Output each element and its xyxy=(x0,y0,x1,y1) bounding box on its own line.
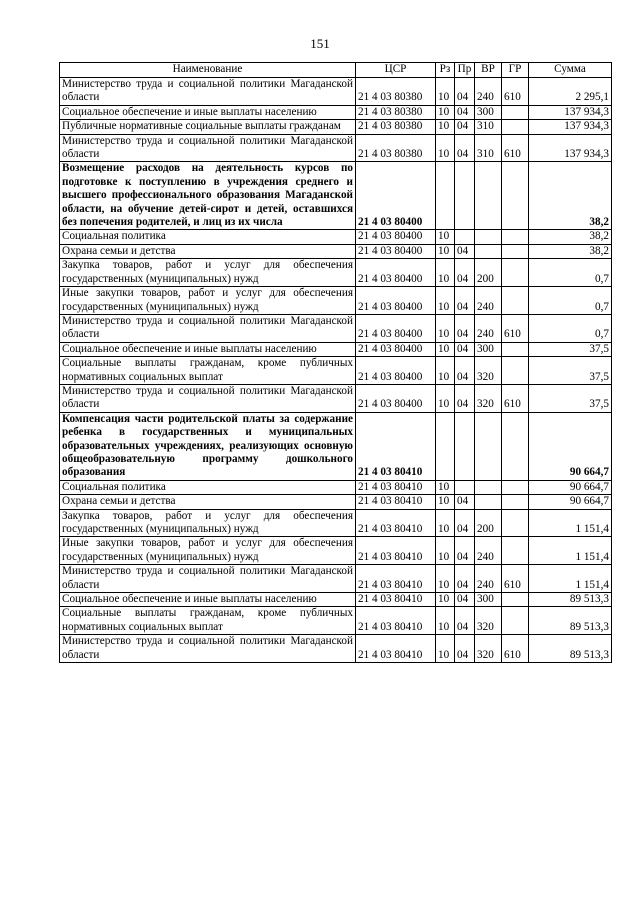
sum-cell: 89 513,3 xyxy=(529,593,612,607)
table-row xyxy=(60,537,612,565)
rz-cell: 10 xyxy=(436,537,455,565)
name-cell: Компенсация части родительской платы за содержание ребенка в государственных и муниципальных образовательных учреждениях, реализующих основную общеобразовательную программу дошкольного образования xyxy=(60,412,356,480)
rz-cell: 10 xyxy=(436,565,455,593)
name-cell: Социальные выплаты гражданам, кроме публичных нормативных социальных выплат xyxy=(60,357,356,385)
csr-cell: 21 4 03 80410 xyxy=(356,537,436,565)
sum-cell: 1 151,4 xyxy=(529,509,612,537)
gr-cell xyxy=(502,120,529,134)
pr-cell xyxy=(455,230,475,244)
gr-cell: 610 xyxy=(502,565,529,593)
pr-cell: 04 xyxy=(455,565,475,593)
vr-cell xyxy=(475,162,502,230)
sum-cell: 90 664,7 xyxy=(529,480,612,494)
name-cell: Иные закупки товаров, работ и услуг для обеспечения государственных (муниципальных) нужд xyxy=(60,287,356,315)
table-body xyxy=(60,78,612,663)
table-row xyxy=(60,495,612,509)
sum-cell: 0,7 xyxy=(529,259,612,287)
csr-cell: 21 4 03 80380 xyxy=(356,120,436,134)
csr-cell: 21 4 03 80410 xyxy=(356,635,436,663)
sum-cell: 137 934,3 xyxy=(529,120,612,134)
vr-cell: 300 xyxy=(475,105,502,119)
table-row xyxy=(60,120,612,134)
gr-cell xyxy=(502,162,529,230)
header-sum: Сумма xyxy=(529,63,612,78)
rz-cell: 10 xyxy=(436,314,455,342)
vr-cell xyxy=(475,495,502,509)
vr-cell xyxy=(475,412,502,480)
header-csr: ЦСР xyxy=(356,63,436,78)
table-row xyxy=(60,230,612,244)
csr-cell: 21 4 03 80410 xyxy=(356,565,436,593)
gr-cell xyxy=(502,412,529,480)
table-row xyxy=(60,244,612,258)
name-cell: Охрана семьи и детства xyxy=(60,244,356,258)
rz-cell: 10 xyxy=(436,593,455,607)
csr-cell: 21 4 03 80410 xyxy=(356,593,436,607)
sum-cell: 37,5 xyxy=(529,384,612,412)
table-row xyxy=(60,480,612,494)
header-rz: Рз xyxy=(436,63,455,78)
gr-cell: 610 xyxy=(502,384,529,412)
rz-cell: 10 xyxy=(436,120,455,134)
vr-cell: 200 xyxy=(475,259,502,287)
rz-cell xyxy=(436,412,455,480)
table-row xyxy=(60,78,612,106)
csr-cell: 21 4 03 80400 xyxy=(356,230,436,244)
sum-cell: 1 151,4 xyxy=(529,537,612,565)
gr-cell xyxy=(502,495,529,509)
pr-cell: 04 xyxy=(455,244,475,258)
pr-cell: 04 xyxy=(455,120,475,134)
budget-table xyxy=(59,62,612,663)
name-cell: Иные закупки товаров, работ и услуг для обеспечения государственных (муниципальных) нужд xyxy=(60,537,356,565)
table-row xyxy=(60,134,612,162)
rz-cell: 10 xyxy=(436,78,455,106)
rz-cell: 10 xyxy=(436,134,455,162)
csr-cell: 21 4 03 80410 xyxy=(356,495,436,509)
pr-cell: 04 xyxy=(455,509,475,537)
header-pr: Пр xyxy=(455,63,475,78)
gr-cell xyxy=(502,607,529,635)
gr-cell xyxy=(502,287,529,315)
rz-cell: 10 xyxy=(436,244,455,258)
pr-cell: 04 xyxy=(455,495,475,509)
table-row xyxy=(60,287,612,315)
rz-cell: 10 xyxy=(436,259,455,287)
rz-cell: 10 xyxy=(436,287,455,315)
name-cell: Возмещение расходов на деятельность курсов по подготовке к поступлению в учреждения среднего и высшего профессионального образования Магаданской области, на обучение детей-сирот и детей, оставшихся без попечения родителей, и лиц из их числа xyxy=(60,162,356,230)
pr-cell: 04 xyxy=(455,607,475,635)
gr-cell xyxy=(502,480,529,494)
gr-cell xyxy=(502,105,529,119)
rz-cell: 10 xyxy=(436,495,455,509)
gr-cell xyxy=(502,244,529,258)
vr-cell: 240 xyxy=(475,314,502,342)
csr-cell: 21 4 03 80400 xyxy=(356,384,436,412)
vr-cell: 310 xyxy=(475,134,502,162)
table-header xyxy=(60,63,612,78)
pr-cell xyxy=(455,162,475,230)
page-number: 151 xyxy=(310,36,330,51)
csr-cell: 21 4 03 80380 xyxy=(356,78,436,106)
pr-cell: 04 xyxy=(455,105,475,119)
gr-cell xyxy=(502,593,529,607)
gr-cell xyxy=(502,357,529,385)
pr-cell: 04 xyxy=(455,287,475,315)
name-cell: Социальные выплаты гражданам, кроме публичных нормативных социальных выплат xyxy=(60,607,356,635)
csr-cell: 21 4 03 80410 xyxy=(356,607,436,635)
vr-cell: 320 xyxy=(475,357,502,385)
table-row xyxy=(60,105,612,119)
gr-cell: 610 xyxy=(502,134,529,162)
sum-cell: 38,2 xyxy=(529,162,612,230)
gr-cell xyxy=(502,342,529,356)
name-cell: Социальное обеспечение и иные выплаты населению xyxy=(60,593,356,607)
gr-cell xyxy=(502,537,529,565)
csr-cell: 21 4 03 80410 xyxy=(356,509,436,537)
header-row xyxy=(60,63,612,78)
table-row xyxy=(60,384,612,412)
table-row xyxy=(60,314,612,342)
rz-cell: 10 xyxy=(436,635,455,663)
csr-cell: 21 4 03 80380 xyxy=(356,134,436,162)
rz-cell: 10 xyxy=(436,230,455,244)
sum-cell: 38,2 xyxy=(529,244,612,258)
sum-cell: 0,7 xyxy=(529,314,612,342)
table-row xyxy=(60,607,612,635)
vr-cell: 310 xyxy=(475,120,502,134)
header-name: Наименование xyxy=(60,63,356,78)
rz-cell: 10 xyxy=(436,607,455,635)
sum-cell: 0,7 xyxy=(529,287,612,315)
name-cell: Публичные нормативные социальные выплаты гражданам xyxy=(60,120,356,134)
name-cell: Министерство труда и социальной политики Магаданской области xyxy=(60,384,356,412)
sum-cell: 137 934,3 xyxy=(529,134,612,162)
pr-cell: 04 xyxy=(455,314,475,342)
pr-cell: 04 xyxy=(455,635,475,663)
csr-cell: 21 4 03 80380 xyxy=(356,105,436,119)
vr-cell: 320 xyxy=(475,384,502,412)
table-row xyxy=(60,635,612,663)
name-cell: Охрана семьи и детства xyxy=(60,495,356,509)
csr-cell: 21 4 03 80400 xyxy=(356,244,436,258)
gr-cell xyxy=(502,259,529,287)
table-row xyxy=(60,162,612,230)
rz-cell: 10 xyxy=(436,342,455,356)
vr-cell: 320 xyxy=(475,635,502,663)
gr-cell: 610 xyxy=(502,635,529,663)
name-cell: Социальная политика xyxy=(60,230,356,244)
name-cell: Министерство труда и социальной политики Магаданской области xyxy=(60,314,356,342)
table-row xyxy=(60,509,612,537)
vr-cell xyxy=(475,480,502,494)
table-row xyxy=(60,593,612,607)
pr-cell xyxy=(455,480,475,494)
csr-cell: 21 4 03 80400 xyxy=(356,287,436,315)
rz-cell: 10 xyxy=(436,384,455,412)
rz-cell: 10 xyxy=(436,480,455,494)
sum-cell: 1 151,4 xyxy=(529,565,612,593)
csr-cell: 21 4 03 80400 xyxy=(356,259,436,287)
csr-cell: 21 4 03 80400 xyxy=(356,357,436,385)
csr-cell: 21 4 03 80410 xyxy=(356,480,436,494)
csr-cell: 21 4 03 80400 xyxy=(356,314,436,342)
table-row xyxy=(60,357,612,385)
name-cell: Социальная политика xyxy=(60,480,356,494)
pr-cell xyxy=(455,412,475,480)
vr-cell: 240 xyxy=(475,78,502,106)
sum-cell: 137 934,3 xyxy=(529,105,612,119)
rz-cell: 10 xyxy=(436,105,455,119)
vr-cell: 300 xyxy=(475,342,502,356)
vr-cell: 240 xyxy=(475,287,502,315)
vr-cell: 240 xyxy=(475,565,502,593)
name-cell: Закупка товаров, работ и услуг для обеспечения государственных (муниципальных) нужд xyxy=(60,259,356,287)
pr-cell: 04 xyxy=(455,537,475,565)
pr-cell: 04 xyxy=(455,384,475,412)
gr-cell: 610 xyxy=(502,314,529,342)
table-row xyxy=(60,565,612,593)
gr-cell xyxy=(502,509,529,537)
table-row xyxy=(60,342,612,356)
pr-cell: 04 xyxy=(455,593,475,607)
csr-cell: 21 4 03 80410 xyxy=(356,412,436,480)
sum-cell: 37,5 xyxy=(529,357,612,385)
name-cell: Министерство труда и социальной политики Магаданской области xyxy=(60,134,356,162)
vr-cell: 240 xyxy=(475,537,502,565)
name-cell: Социальное обеспечение и иные выплаты населению xyxy=(60,342,356,356)
pr-cell: 04 xyxy=(455,357,475,385)
pr-cell: 04 xyxy=(455,342,475,356)
vr-cell: 320 xyxy=(475,607,502,635)
name-cell: Министерство труда и социальной политики Магаданской области xyxy=(60,78,356,106)
sum-cell: 90 664,7 xyxy=(529,495,612,509)
table-row xyxy=(60,412,612,480)
table-row xyxy=(60,259,612,287)
header-vr: ВР xyxy=(475,63,502,78)
sum-cell: 89 513,3 xyxy=(529,607,612,635)
gr-cell: 610 xyxy=(502,78,529,106)
pr-cell: 04 xyxy=(455,134,475,162)
name-cell: Министерство труда и социальной политики Магаданской области xyxy=(60,565,356,593)
vr-cell: 200 xyxy=(475,509,502,537)
csr-cell: 21 4 03 80400 xyxy=(356,162,436,230)
sum-cell: 37,5 xyxy=(529,342,612,356)
header-gr: ГР xyxy=(502,63,529,78)
sum-cell: 89 513,3 xyxy=(529,635,612,663)
rz-cell xyxy=(436,162,455,230)
rz-cell: 10 xyxy=(436,509,455,537)
vr-cell xyxy=(475,230,502,244)
pr-cell: 04 xyxy=(455,78,475,106)
sum-cell: 38,2 xyxy=(529,230,612,244)
pr-cell: 04 xyxy=(455,259,475,287)
vr-cell: 300 xyxy=(475,593,502,607)
name-cell: Социальное обеспечение и иные выплаты населению xyxy=(60,105,356,119)
name-cell: Закупка товаров, работ и услуг для обеспечения государственных (муниципальных) нужд xyxy=(60,509,356,537)
sum-cell: 90 664,7 xyxy=(529,412,612,480)
vr-cell xyxy=(475,244,502,258)
gr-cell xyxy=(502,230,529,244)
rz-cell: 10 xyxy=(436,357,455,385)
sum-cell: 2 295,1 xyxy=(529,78,612,106)
name-cell: Министерство труда и социальной политики Магаданской области xyxy=(60,635,356,663)
csr-cell: 21 4 03 80400 xyxy=(356,342,436,356)
